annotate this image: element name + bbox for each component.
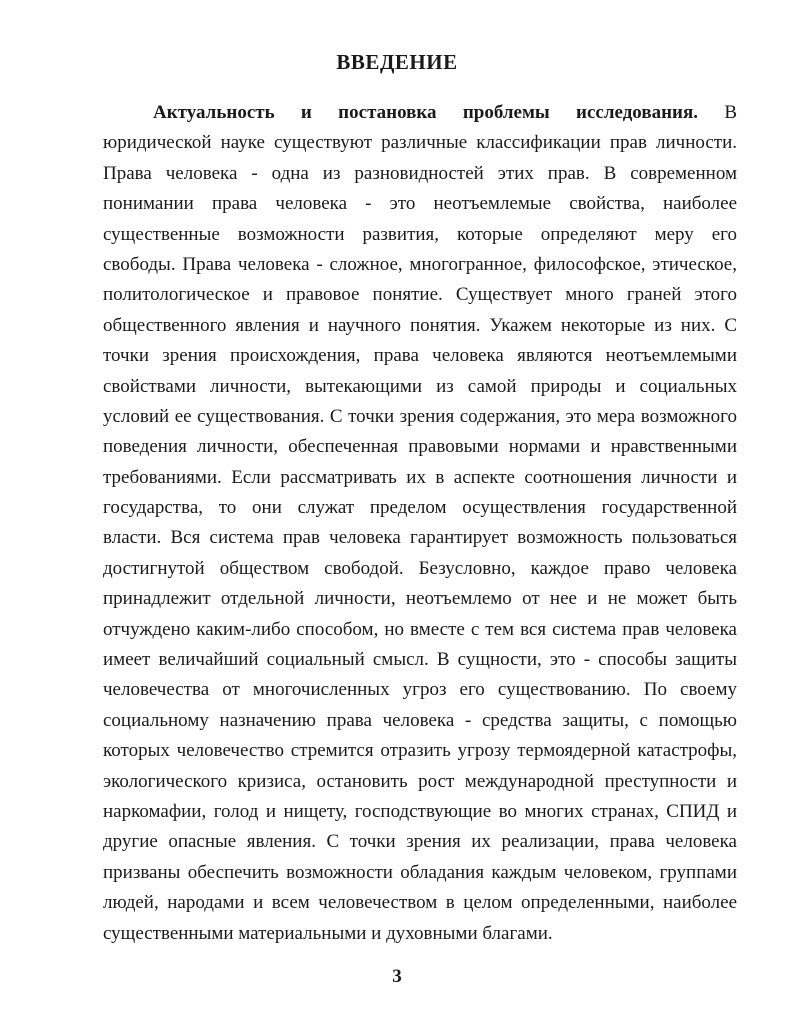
text-line-last: существенными материальными и духовными благами.: [103, 922, 553, 944]
text-line: Права человека - одна из разновидностей этих прав. В современном: [103, 162, 737, 184]
body-paragraph: [103, 98, 737, 949]
text-line: условий ее существования. С точки зрения содержания, это мера возможного: [103, 405, 737, 427]
page-number: 3: [392, 966, 402, 987]
text-line: поведения личности, обеспеченная правовыми нормами и нравственными: [103, 436, 737, 458]
text-line: существенные возможности развития, которые определяют меру его: [103, 223, 737, 245]
text-line: людей, народами и всем человечеством в целом определенными, наиболее: [103, 892, 737, 914]
text-line: точки зрения происхождения, права человека являются неотъемлемыми: [103, 345, 737, 367]
text-line: которых человечество стремится отразить угрозу термоядерной катастрофы,: [103, 740, 737, 762]
text-line: политологическое и правовое понятие. Существует много граней этого: [103, 284, 737, 306]
text-line: наркомафии, голод и нищету, господствующие во многих странах, СПИД и: [103, 800, 737, 822]
text-line: достигнутой обществом свободой. Безусловно, каждое право человека: [103, 557, 737, 579]
text-line: требованиями. Если рассматривать их в аспекте соотношения личности и: [103, 466, 737, 488]
section-heading: ВВЕДЕНИЕ: [336, 50, 458, 74]
text-line: общественного явления и научного понятия. Укажем некоторые из них. С: [103, 314, 737, 336]
text-line: государства, то они служат пределом осуществления государственной: [103, 497, 737, 519]
text-line: другие опасные явления. С точки зрения их реализации, права человека: [103, 831, 737, 853]
text-line: понимании права человека - это неотъемлемые свойства, наиболее: [103, 193, 737, 215]
first-line-rest: В: [698, 102, 737, 123]
text-line: призваны обеспечить возможности обладания каждым человеком, группами: [103, 861, 737, 883]
paragraph-first-line: [103, 98, 737, 128]
text-line: отчуждено каким-либо способом, но вместе с тем вся система прав человека: [103, 618, 737, 640]
paragraph-lead: Актуальность и постановка проблемы исследования.: [153, 102, 699, 123]
text-line: принадлежит отдельной личности, неотъемлемо от нее и не может быть: [103, 588, 737, 610]
text-line: человечества от многочисленных угроз его существованию. По своему: [103, 679, 737, 701]
text-line: юридической науке существуют различные классификации прав личности.: [103, 132, 737, 154]
text-line: свойствами личности, вытекающими из самой природы и социальных: [103, 375, 737, 397]
text-line: имеет величайший социальный смысл. В сущности, это - способы защиты: [103, 649, 737, 671]
text-line: власти. Вся система прав человека гарантирует возможность пользоваться: [103, 527, 737, 549]
text-line: свободы. Права человека - сложное, многогранное, философское, этическое,: [103, 253, 737, 275]
text-line: экологического кризиса, остановить рост международной преступности и: [103, 770, 737, 792]
text-line: социальному назначению права человека - средства защиты, с помощью: [103, 709, 737, 731]
